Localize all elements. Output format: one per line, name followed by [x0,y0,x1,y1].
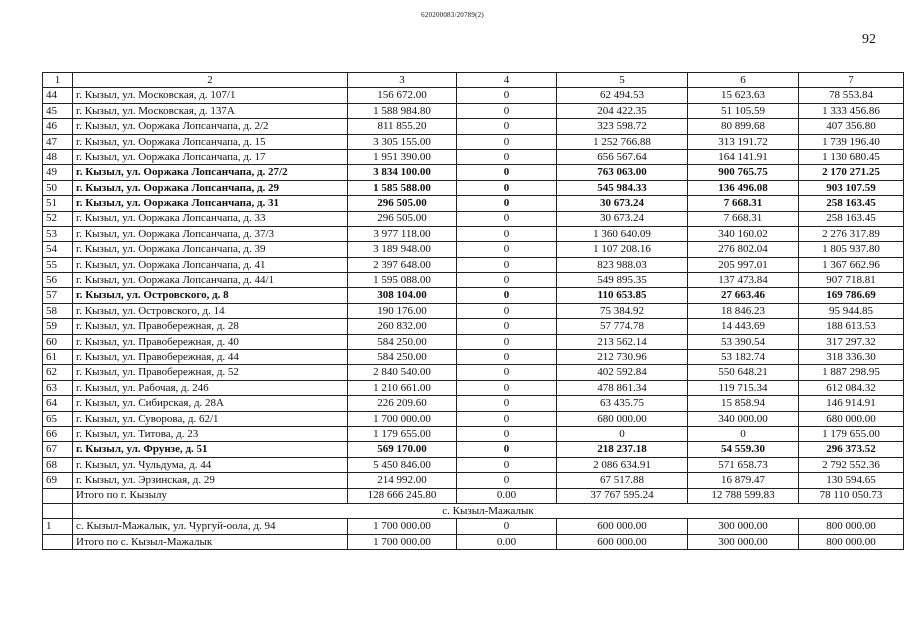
table-row [43,288,904,303]
value-col-3: 214 992.00 [348,473,457,488]
address-cell: г. Кызыл, ул. Островского, д. 8 [73,288,348,303]
empty-number-cell [43,488,73,503]
row-number: 54 [43,242,73,257]
address-cell: г. Кызыл, ул. Суворова, д. 62/1 [73,411,348,426]
address-cell: г. Кызыл, ул. Ооржака Лопсанчапа, д. 15 [73,134,348,149]
address-cell: г. Кызыл, ул. Правобережная, д. 44 [73,350,348,365]
value-col-5: 680 000.00 [557,411,688,426]
address-cell: г. Кызыл, ул. Эрзинская, д. 29 [73,473,348,488]
address-cell: г. Кызыл, ул. Правобережная, д. 28 [73,319,348,334]
value-col-6: 119 715.34 [688,380,799,395]
column-header-1: 1 [43,73,73,88]
value-col-5: 110 653.85 [557,288,688,303]
row-number: 45 [43,103,73,118]
value-col-3: 569 170.00 [348,442,457,457]
address-cell: г. Кызыл, ул. Островского, д. 14 [73,303,348,318]
value-col-4: 0 [457,442,557,457]
value-col-4: 0 [457,242,557,257]
total-value-col-6: 300 000.00 [688,534,799,549]
table-row [43,273,904,288]
row-number: 63 [43,380,73,395]
total-value-col-7: 800 000.00 [799,534,904,549]
value-col-6: 571 658.73 [688,457,799,472]
address-cell: г. Кызыл, ул. Правобережная, д. 40 [73,334,348,349]
value-col-5: 63 435.75 [557,396,688,411]
value-col-6: 51 105.59 [688,103,799,118]
value-col-5: 67 517.88 [557,473,688,488]
value-col-7: 258 163.45 [799,196,904,211]
value-col-4: 0 [457,457,557,472]
value-col-4: 0 [457,226,557,241]
table-row [43,350,904,365]
value-col-3: 584 250.00 [348,334,457,349]
table-row [43,180,904,195]
table-row [43,519,904,534]
address-cell: г. Кызыл, ул. Титова, д. 23 [73,426,348,441]
row-number: 57 [43,288,73,303]
value-col-6: 340 000.00 [688,411,799,426]
value-col-4: 0 [457,380,557,395]
value-col-7: 317 297.32 [799,334,904,349]
row-number: 66 [43,426,73,441]
value-col-7: 318 336.30 [799,350,904,365]
value-col-6: 7 668.31 [688,211,799,226]
value-col-4: 0 [457,473,557,488]
value-col-7: 612 084.32 [799,380,904,395]
table-row [43,442,904,457]
value-col-7: 1 179 655.00 [799,426,904,441]
value-col-3: 5 450 846.00 [348,457,457,472]
total-value-col-3: 1 700 000.00 [348,534,457,549]
value-col-5: 763 063.00 [557,165,688,180]
value-col-5: 212 730.96 [557,350,688,365]
value-col-6: 0 [688,426,799,441]
value-col-5: 549 895.35 [557,273,688,288]
value-col-4: 0 [457,119,557,134]
value-col-3: 308 104.00 [348,288,457,303]
value-col-5: 62 494.53 [557,88,688,103]
value-col-5: 0 [557,426,688,441]
table-row [43,380,904,395]
value-col-3: 1 585 588.00 [348,180,457,195]
value-col-5: 30 673.24 [557,196,688,211]
value-col-7: 2 792 552.36 [799,457,904,472]
value-col-3: 2 397 648.00 [348,257,457,272]
value-col-4: 0 [457,165,557,180]
value-col-3: 260 832.00 [348,319,457,334]
value-col-5: 1 107 208.16 [557,242,688,257]
total-row-kyzyl [43,488,904,503]
value-col-6: 16 879.47 [688,473,799,488]
value-col-3: 3 977 118.00 [348,226,457,241]
table-row [43,226,904,241]
address-cell: г. Кызыл, ул. Московская, д. 137А [73,103,348,118]
address-cell: г. Кызыл, ул. Фрунзе, д. 51 [73,442,348,457]
value-col-7: 680 000.00 [799,411,904,426]
value-col-7: 1 805 937.80 [799,242,904,257]
row-number: 60 [43,334,73,349]
row-number: 44 [43,88,73,103]
value-col-6: 313 191.72 [688,134,799,149]
value-col-7: 95 944.85 [799,303,904,318]
value-col-3: 1 179 655.00 [348,426,457,441]
value-col-7: 78 553.84 [799,88,904,103]
address-cell: г. Кызыл, ул. Правобережная, д. 52 [73,365,348,380]
value-col-7: 146 914.91 [799,396,904,411]
value-col-7: 903 107.59 [799,180,904,195]
total-label: Итого по г. Кызылу [73,488,348,503]
table-row [43,365,904,380]
value-col-6: 14 443.69 [688,319,799,334]
address-cell: г. Кызыл, ул. Чульдума, д. 44 [73,457,348,472]
value-col-5: 75 384.92 [557,303,688,318]
value-col-7: 1 367 662.96 [799,257,904,272]
value-col-5: 30 673.24 [557,211,688,226]
value-col-6: 53 182.74 [688,350,799,365]
value-col-3: 1 588 984.80 [348,103,457,118]
value-col-5: 402 592.84 [557,365,688,380]
value-col-3: 296 505.00 [348,211,457,226]
value-col-7: 1 887 298.95 [799,365,904,380]
row-number: 53 [43,226,73,241]
value-col-4: 0 [457,273,557,288]
total-value-col-3: 128 666 245.80 [348,488,457,503]
address-cell: г. Кызыл, ул. Сибирская, д. 28А [73,396,348,411]
row-number: 64 [43,396,73,411]
section-empty-cell [43,503,73,518]
value-col-7: 130 594.65 [799,473,904,488]
value-col-5: 1 360 640.09 [557,226,688,241]
value-col-7: 169 786.69 [799,288,904,303]
row-number: 58 [43,303,73,318]
table-row [43,457,904,472]
table-row [43,396,904,411]
section-header-row [43,503,904,518]
value-col-6: 27 663.46 [688,288,799,303]
row-number: 55 [43,257,73,272]
row-number: 61 [43,350,73,365]
table-row [43,319,904,334]
value-col-6: 550 648.21 [688,365,799,380]
total-value-col-4: 0.00 [457,488,557,503]
value-col-3: 811 855.20 [348,119,457,134]
row-number: 65 [43,411,73,426]
value-col-6: 80 899.68 [688,119,799,134]
value-col-4: 0 [457,257,557,272]
value-col-4: 0 [457,426,557,441]
table-row [43,119,904,134]
address-cell: г. Кызыл, ул. Ооржака Лопсанчапа, д. 44/1 [73,273,348,288]
total-row-section [43,534,904,549]
column-header-7: 7 [799,73,904,88]
total-value-col-7: 78 110 050.73 [799,488,904,503]
column-header-2: 2 [73,73,348,88]
row-number: 49 [43,165,73,180]
value-col-4: 0 [457,288,557,303]
row-number: 62 [43,365,73,380]
total-value-col-5: 600 000.00 [557,534,688,549]
value-col-6: 137 473.84 [688,273,799,288]
row-number: 48 [43,149,73,164]
address-cell: г. Кызыл, ул. Ооржака Лопсанчапа, д. 27/2 [73,165,348,180]
total-value-col-4: 0.00 [457,534,557,549]
value-col-5: 545 984.33 [557,180,688,195]
value-col-5: 1 252 766.88 [557,134,688,149]
table-row [43,473,904,488]
table-row [43,211,904,226]
value-col-6: 276 802.04 [688,242,799,257]
value-col-4: 0 [457,396,557,411]
address-cell: г. Кызыл, ул. Московская, д. 107/1 [73,88,348,103]
value-col-7: 188 613.53 [799,319,904,334]
value-col-3: 190 176.00 [348,303,457,318]
address-cell: г. Кызыл, ул. Ооржака Лопсанчапа, д. 33 [73,211,348,226]
value-col-6: 300 000.00 [688,519,799,534]
address-cell: г. Кызыл, ул. Ооржака Лопсанчапа, д. 31 [73,196,348,211]
value-col-4: 0 [457,319,557,334]
value-col-6: 164 141.91 [688,149,799,164]
value-col-6: 7 668.31 [688,196,799,211]
value-col-5: 656 567.64 [557,149,688,164]
row-number: 51 [43,196,73,211]
row-number: 52 [43,211,73,226]
value-col-6: 18 846.23 [688,303,799,318]
table-row [43,88,904,103]
value-col-7: 907 718.81 [799,273,904,288]
value-col-3: 1 951 390.00 [348,149,457,164]
value-col-5: 204 422.35 [557,103,688,118]
column-header-6: 6 [688,73,799,88]
value-col-4: 0 [457,134,557,149]
value-col-3: 584 250.00 [348,350,457,365]
value-col-4: 0 [457,411,557,426]
value-col-7: 407 356.80 [799,119,904,134]
value-col-4: 0 [457,88,557,103]
column-number-row [43,73,904,88]
row-number: 1 [43,519,73,534]
value-col-4: 0 [457,211,557,226]
row-number: 46 [43,119,73,134]
total-value-col-5: 37 767 595.24 [557,488,688,503]
table-row [43,334,904,349]
value-col-4: 0 [457,103,557,118]
address-cell: г. Кызыл, ул. Ооржака Лопсанчапа, д. 37/3 [73,226,348,241]
value-col-5: 57 774.78 [557,319,688,334]
column-header-4: 4 [457,73,557,88]
value-col-5: 323 598.72 [557,119,688,134]
row-number: 68 [43,457,73,472]
value-col-6: 53 390.54 [688,334,799,349]
address-cell: с. Кызыл-Мажалык, ул. Чургуй-оола, д. 94 [73,519,348,534]
value-col-6: 54 559.30 [688,442,799,457]
row-number: 67 [43,442,73,457]
value-col-4: 0 [457,303,557,318]
value-col-5: 823 988.03 [557,257,688,272]
value-col-7: 1 333 456.86 [799,103,904,118]
value-col-7: 2 276 317.89 [799,226,904,241]
table-row [43,134,904,149]
table-row [43,411,904,426]
table-row [43,257,904,272]
value-col-4: 0 [457,519,557,534]
value-col-3: 1 595 088.00 [348,273,457,288]
value-col-4: 0 [457,180,557,195]
total-value-col-6: 12 788 599.83 [688,488,799,503]
value-col-7: 258 163.45 [799,211,904,226]
total-label: Итого по с. Кызыл-Мажалык [73,534,348,549]
table-row [43,149,904,164]
table-row [43,303,904,318]
row-number: 69 [43,473,73,488]
value-col-6: 136 496.08 [688,180,799,195]
value-col-6: 15 858.94 [688,396,799,411]
document-id: 620200083/20789(2) [421,11,484,19]
column-header-5: 5 [557,73,688,88]
address-cell: г. Кызыл, ул. Ооржака Лопсанчапа, д. 39 [73,242,348,257]
value-col-3: 3 834 100.00 [348,165,457,180]
address-cell: г. Кызыл, ул. Ооржака Лопсанчапа, д. 29 [73,180,348,195]
value-col-4: 0 [457,350,557,365]
column-header-3: 3 [348,73,457,88]
empty-number-cell [43,534,73,549]
value-col-4: 0 [457,334,557,349]
value-col-4: 0 [457,196,557,211]
value-col-7: 1 739 196.40 [799,134,904,149]
row-number: 50 [43,180,73,195]
value-col-3: 3 189 948.00 [348,242,457,257]
value-col-5: 478 861.34 [557,380,688,395]
value-col-3: 296 505.00 [348,196,457,211]
value-col-4: 0 [457,365,557,380]
address-cell: г. Кызыл, ул. Ооржака Лопсанчапа, д. 41 [73,257,348,272]
value-col-6: 205 997.01 [688,257,799,272]
value-col-3: 1 210 661.00 [348,380,457,395]
value-col-5: 218 237.18 [557,442,688,457]
table-row [43,242,904,257]
page-number: 92 [862,32,876,47]
address-cell: г. Кызыл, ул. Ооржака Лопсанчапа, д. 2/2 [73,119,348,134]
value-col-7: 2 170 271.25 [799,165,904,180]
address-cell: г. Кызыл, ул. Рабочая, д. 246 [73,380,348,395]
value-col-6: 15 623.63 [688,88,799,103]
table-row [43,165,904,180]
value-col-7: 800 000.00 [799,519,904,534]
value-col-5: 600 000.00 [557,519,688,534]
value-col-3: 226 209.60 [348,396,457,411]
value-col-3: 3 305 155.00 [348,134,457,149]
value-col-5: 2 086 634.91 [557,457,688,472]
value-col-3: 1 700 000.00 [348,411,457,426]
value-col-4: 0 [457,149,557,164]
row-number: 56 [43,273,73,288]
value-col-3: 1 700 000.00 [348,519,457,534]
address-cell: г. Кызыл, ул. Ооржака Лопсанчапа, д. 17 [73,149,348,164]
value-col-7: 1 130 680.45 [799,149,904,164]
table-row [43,196,904,211]
table-row [43,103,904,118]
table-row [43,426,904,441]
section-title: с. Кызыл-Мажалык [73,503,904,518]
row-number: 47 [43,134,73,149]
value-col-7: 296 373.52 [799,442,904,457]
value-col-6: 900 765.75 [688,165,799,180]
value-col-6: 340 160.02 [688,226,799,241]
value-col-3: 2 840 540.00 [348,365,457,380]
registry-table [42,72,904,550]
value-col-5: 213 562.14 [557,334,688,349]
value-col-3: 156 672.00 [348,88,457,103]
row-number: 59 [43,319,73,334]
